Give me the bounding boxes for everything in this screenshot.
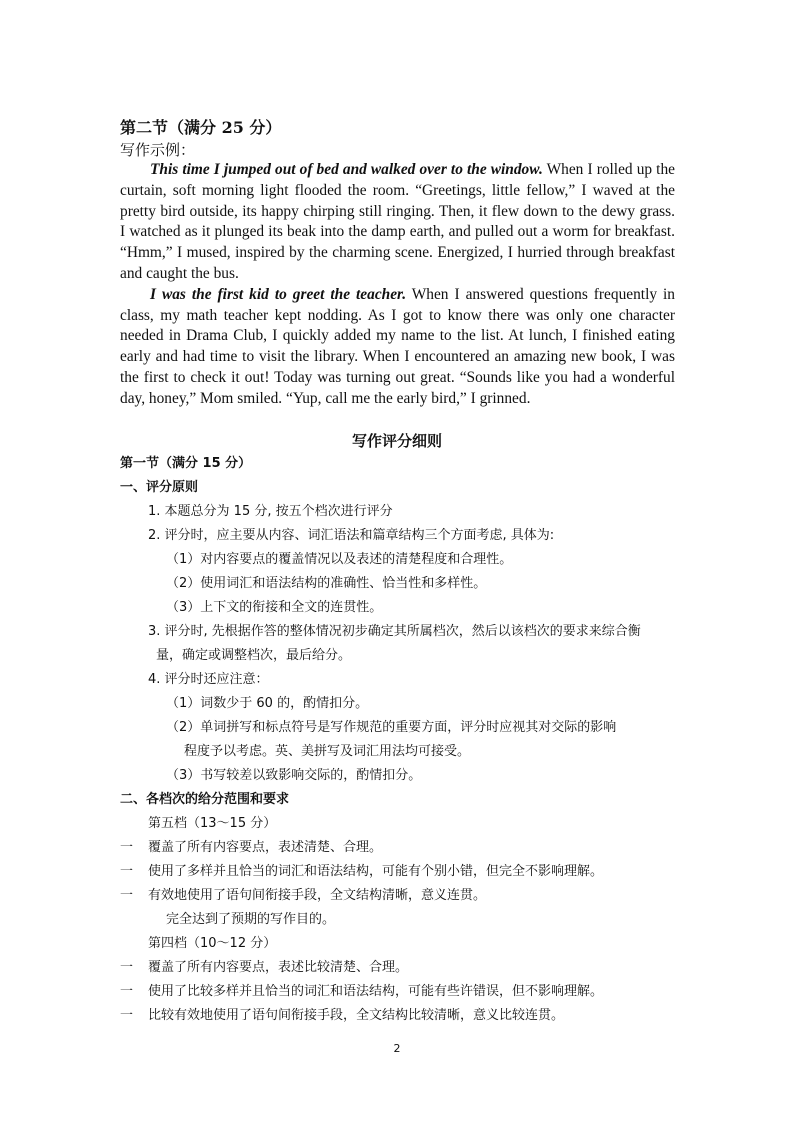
grade-4-item [120, 956, 690, 980]
essay-p2-body: When I answered questions frequently in class, my math teacher kept nodding. As I got to know there was only one character needed in Drama Club, I quickly added my name to the list. At lunch, I finished eating early and had time to visit the library. When I encountered an amazing new book, I was the first to check it out! Today was turning out great. “Sounds like you had a wonderful day, honey,” Mom smiled. “Yup, call me the early bird,” I grinned. [120, 285, 675, 407]
principle-4-a: （1）词数少于 60 的，酌情扣分。 [166, 696, 369, 711]
example-label: 写作示例： [120, 141, 196, 159]
grade-4-item [120, 980, 690, 1004]
rubric-body [120, 452, 690, 1028]
dash-bullet: 一 [120, 984, 134, 999]
grade-4-item-text: 比较有效地使用了语句间衔接手段，全文结构比较清晰，意义比较连贯。 [148, 1008, 565, 1023]
part-2-title: 二、各档次的给分范围和要求 [120, 792, 290, 807]
grade-4-item-text: 覆盖了所有内容要点，表述比较清楚、合理。 [148, 960, 409, 975]
principle-1: 1. 本题总分为 15 分, 按五个档次进行评分 [148, 504, 393, 519]
principle-4-c: （3）书写较差以致影响交际的，酌情扣分。 [166, 768, 422, 783]
dash-bullet: 一 [120, 864, 134, 879]
dash-bullet: 一 [120, 840, 134, 855]
dash-bullet: 一 [120, 960, 134, 975]
principle-4-b-line-1: （2）单词拼写和标点符号是写作规范的重要方面，评分时应视其对交际的影响 [166, 720, 617, 735]
essay-p2-lead: I was the first kid to greet the teacher. [150, 285, 407, 303]
grade-4-item-text: 使用了比较多样并且恰当的词汇和语法结构，可能有些许错误，但不影响理解。 [148, 984, 604, 999]
principle-2-b: （2）使用词汇和语法结构的准确性、恰当性和多样性。 [166, 576, 487, 591]
grade-5-note: 完全达到了预期的写作目的。 [166, 912, 336, 927]
page-number: 2 [393, 1042, 401, 1055]
grade-4-item [120, 1004, 690, 1028]
essay-paragraph-1 [120, 160, 675, 285]
principle-2-a: （1）对内容要点的覆盖情况以及表述的清楚程度和合理性。 [166, 552, 513, 567]
grade-5-item [120, 860, 690, 884]
essay-p1-lead: This time I jumped out of bed and walked over to the window. [150, 161, 543, 178]
principle-4-b-line-2: 程度予以考虑。英、美拼写及词汇用法均可接受。 [184, 744, 471, 759]
grade-5-item [120, 836, 690, 860]
section-2-title: 第二节（满分 25 分） [120, 118, 282, 137]
rubric-title: 写作评分细则 [351, 432, 442, 450]
section-1-title: 第一节（满分 15 分） [120, 456, 252, 471]
principle-3-line-1: 3. 评分时, 先根据作答的整体情况初步确定其所属档次，然后以该档次的要求来综合衡 [148, 624, 641, 639]
principle-3-line-2: 量，确定或调整档次，最后给分。 [156, 648, 352, 663]
grade-5-item [120, 884, 690, 908]
essay-paragraph-2 [120, 285, 675, 410]
sample-essay [120, 160, 675, 410]
principle-2: 2. 评分时，应主要从内容、词汇语法和篇章结构三个方面考虑, 具体为: [148, 528, 555, 543]
part-1-title: 一、评分原则 [120, 480, 199, 495]
principle-2-c: （3）上下文的衔接和全文的连贯性。 [166, 600, 383, 615]
grade-5-item-text: 覆盖了所有内容要点，表述清楚、合理。 [148, 840, 383, 855]
essay-p1-body: When I rolled up the curtain, soft morning light flooded the room. “Greetings, little fellow,” I waved at the pretty bird outside, its happy chirping still ringing. Then, it flew down to the dewy grass. I watched as it plunged its beak into the damp earth, and pulled out a worm for breakfast. “Hmm,” I mused, inspired by the charming scene. Energized, I hurried through breakfast and caught the bus. [120, 161, 675, 282]
grade-5-item-text: 使用了多样并且恰当的词汇和语法结构，可能有个别小错，但完全不影响理解。 [148, 864, 604, 879]
principle-4: 4. 评分时还应注意： [148, 672, 269, 687]
dash-bullet: 一 [120, 1008, 134, 1023]
grade-5-title: 第五档（13～15 分） [148, 816, 277, 831]
grade-5-item-text: 有效地使用了语句间衔接手段，全文结构清晰，意义连贯。 [148, 888, 487, 903]
section-2-heading [120, 117, 281, 139]
dash-bullet: 一 [120, 888, 134, 903]
grade-4-title: 第四档（10～12 分） [148, 936, 277, 951]
